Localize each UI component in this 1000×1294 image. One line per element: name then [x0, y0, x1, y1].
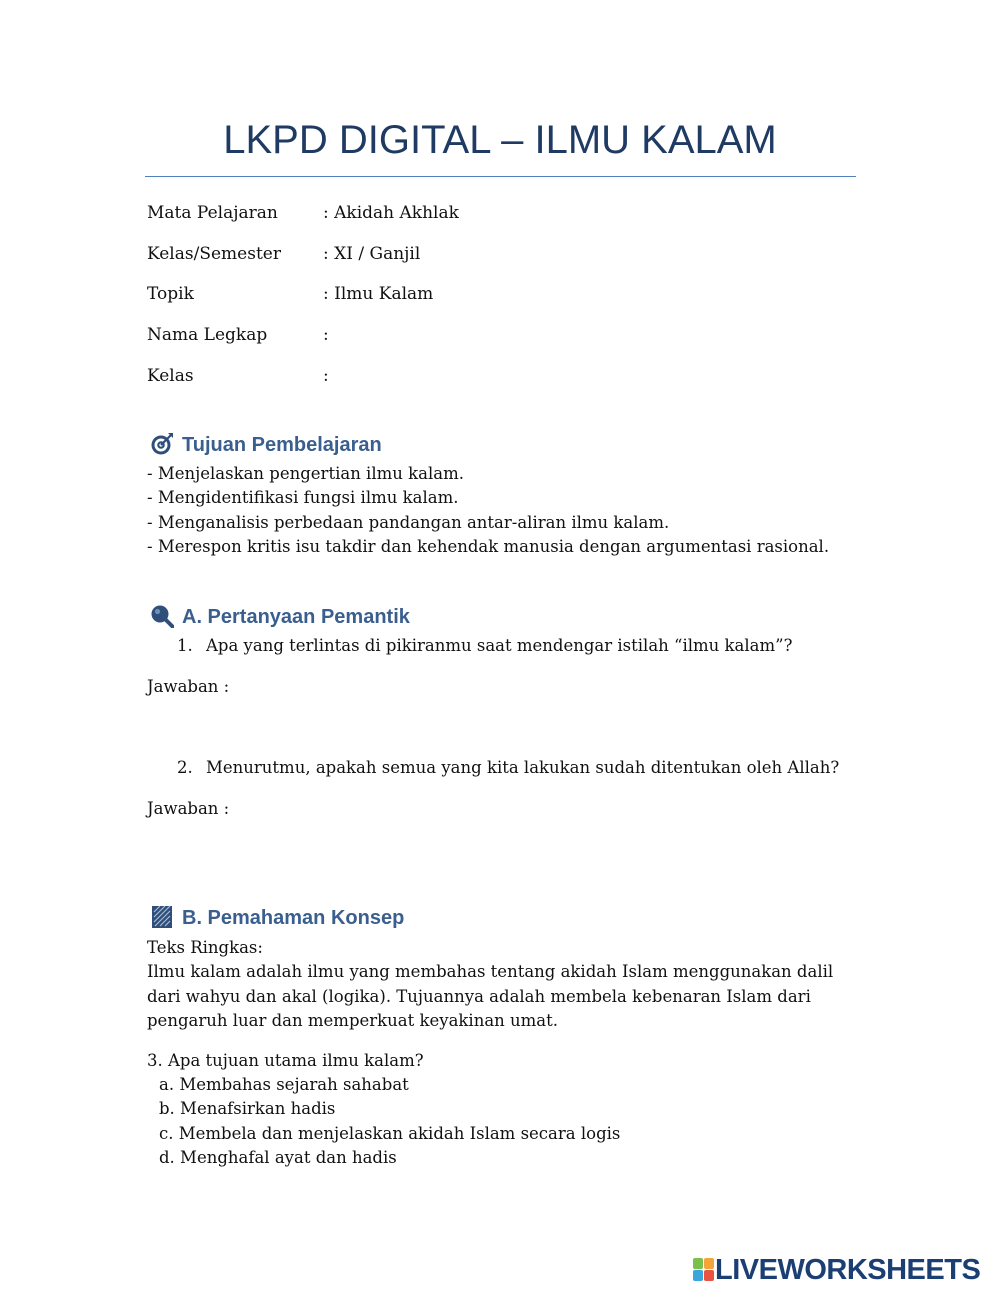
liveworksheets-logo-icon [693, 1258, 715, 1282]
objective-item: - Menjelaskan pengertian ilmu kalam. [147, 464, 464, 483]
info-value: : [323, 325, 329, 345]
objective-item: - Merespon kritis isu takdir dan kehendak manusia dengan argumentasi rasional. [147, 537, 830, 556]
heading-pertanyaan-pemantik [150, 604, 410, 629]
heading-pemahaman-konsep [150, 905, 404, 930]
objective-item: - Menganalisis perbedaan pandangan antar-aliran ilmu kalam. [147, 513, 670, 532]
text-label: Teks Ringkas: [147, 938, 263, 957]
choice-option[interactable]: a. Membahas sejarah sahabat [159, 1075, 409, 1094]
heading-text: A. Pertanyaan Pemantik [182, 606, 410, 628]
info-label: Kelas [147, 366, 194, 386]
concept-paragraph: Ilmu kalam adalah ilmu yang membahas tentang akidah Islam menggunakan dalil dari wahyu dan akal (logika). Tujuannya adalah membela kebenaran Islam dari pengaruh luar dan memperkuat keyakinan umat. [147, 962, 834, 1030]
info-value: : XI / Ganjil [323, 244, 421, 264]
target-icon [150, 432, 174, 456]
info-label: Topik [147, 284, 194, 304]
brand-name: LIVEWORKSHEETS [715, 1254, 981, 1286]
question-number: 2. [177, 758, 193, 777]
question-number: 1. [177, 636, 193, 655]
info-value: : [323, 366, 329, 386]
answer-label: Jawaban : [147, 677, 230, 696]
magnifier-icon [150, 604, 174, 628]
question-text: Menurutmu, apakah semua yang kita lakukan sudah ditentukan oleh Allah? [206, 758, 840, 777]
answer-label: Jawaban : [147, 799, 230, 818]
objective-item: - Mengidentifikasi fungsi ilmu kalam. [147, 488, 459, 507]
choice-option[interactable]: c. Membela dan menjelaskan akidah Islam secara logis [159, 1124, 621, 1143]
page-title: LKPD DIGITAL – ILMU KALAM [223, 118, 777, 162]
info-label: Mata Pelajaran [147, 203, 278, 223]
info-value: : Akidah Akhlak [323, 203, 459, 223]
info-value: : Ilmu Kalam [323, 284, 434, 304]
question-text: Apa yang terlintas di pikiranmu saat mendengar istilah “ilmu kalam”? [206, 636, 793, 655]
info-label: Kelas/Semester [147, 244, 281, 264]
heading-tujuan-pembelajaran [150, 432, 382, 457]
choice-option[interactable]: b. Menafsirkan hadis [159, 1099, 336, 1118]
choice-option[interactable]: d. Menghafal ayat dan hadis [159, 1148, 397, 1167]
liveworksheets-logo [693, 1255, 980, 1285]
title-divider [145, 176, 856, 177]
document-icon [150, 905, 174, 929]
heading-text: Tujuan Pembelajaran [182, 434, 382, 456]
info-label: Nama Legkap [147, 325, 268, 345]
heading-text: B. Pemahaman Konsep [182, 907, 405, 929]
multiple-choice-question: 3. Apa tujuan utama ilmu kalam? [147, 1051, 424, 1070]
